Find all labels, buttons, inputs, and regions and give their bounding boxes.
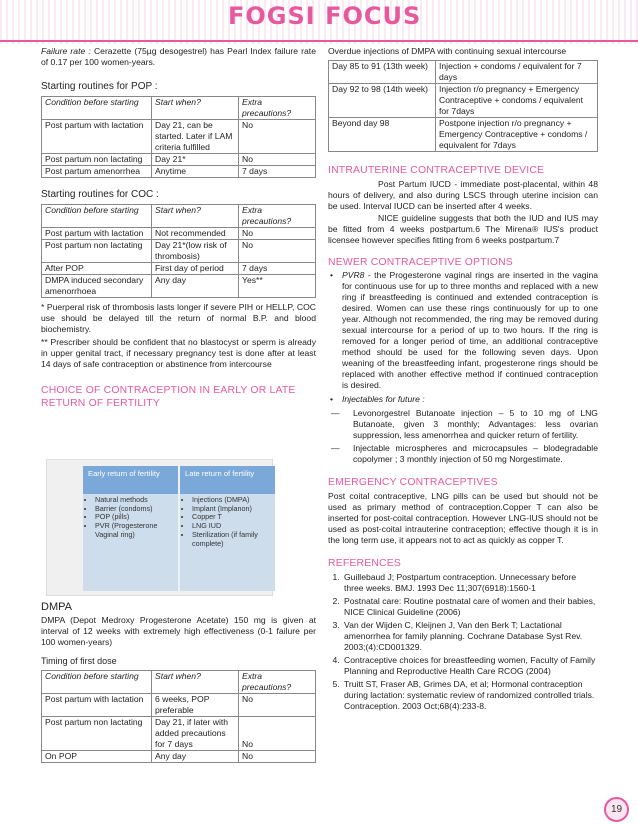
table-row [42, 240, 316, 263]
table-cell: First day of period [152, 263, 239, 275]
table-cell: Yes** [239, 275, 316, 298]
table-cell: Not recommended [152, 228, 239, 240]
table-header-cell: Start when? [152, 97, 239, 120]
table-cell: Injection r/o pregnancy + Emergency Contraceptive + condoms / equivalent for 7days [436, 84, 598, 118]
list-item: — Injectable microspheres and microcapsules – blodegradable copolymer ; 3 monthly injection of 50 mg Norgestimate. [353, 443, 598, 465]
table-row [42, 120, 316, 154]
list-item: 4. Contraceptive choices for breastfeeding women, Faculty of Family Planning and Reproductive Health Care RCOG (2004) [342, 655, 598, 677]
table-row [42, 166, 316, 178]
table-cell: Day 21, can be started. Later if LAM criteria fulfilled [152, 120, 239, 154]
overdue-heading: Overdue injections of DMPA with continuing sexual intercourse [328, 46, 567, 56]
dmpa-heading: DMPA [41, 601, 72, 613]
table-cell: 7 days [239, 166, 316, 178]
table-header-cell: Extra precautions? [239, 671, 316, 694]
footnote-2: ** Prescriber should be confident that no blastocyst or sperm is already in upper genital tract, if necessary pregnancy test is done after at least 14 days of safe contraception or abstinence from intercourse [41, 337, 316, 369]
table-cell: Beyond day 98 [329, 118, 436, 152]
table-cell: Post partum non lactating [42, 717, 152, 751]
timing-heading: Timing of first dose [41, 656, 117, 666]
list-item: • LNG IUD [192, 522, 275, 531]
table-cell: Injection + condoms / equivalent for 7 days [436, 61, 598, 84]
table-cell: Post partum non lactating [42, 154, 152, 166]
table-cell: Postpone injection r/o pregnancy + Emergency Contraceptive + condoms / equivalent for 7days [436, 118, 598, 152]
references-list [328, 572, 598, 712]
list-item: • Implant (Implanon) [192, 505, 275, 514]
references-heading: REFERENCES [328, 558, 402, 569]
list-item: 1. Guillebaud J; Postpartum contraception. Unnecessary before three weeks. BMJ. 1993 Dec 11;307(6918):1560-1 [342, 572, 598, 594]
table-cell: Anytime [152, 166, 239, 178]
pop-table [41, 96, 316, 178]
table-header-row [42, 671, 316, 694]
table-header-cell: Condition before starting [42, 671, 152, 694]
table-cell: No [239, 228, 316, 240]
journal-title: FOGSI FOCUS [228, 2, 422, 30]
table-cell: No [239, 717, 316, 751]
table-cell: No [239, 154, 316, 166]
table-header-cell: Start when? [152, 671, 239, 694]
dmpa-paragraph: DMPA (Depot Medroxy Progesterone Acetate) 150 mg is given at interval of 12 weeks with extremely high effectiveness (0-1 failure per 100 women-years) [41, 615, 316, 647]
table-row [42, 263, 316, 275]
table-cell: On POP [42, 751, 152, 763]
list-item [342, 270, 598, 391]
table-cell: DMPA induced secondary amenorrhoea [42, 275, 152, 298]
table-cell: Post partum amenorrhea [42, 166, 152, 178]
list-item [342, 394, 598, 405]
table-cell: No [239, 120, 316, 154]
table-header-cell: Extra precautions? [239, 205, 316, 228]
table-row [329, 61, 598, 84]
table-header-cell: Start when? [152, 205, 239, 228]
table-cell: Day 21, if later with added precautions for 7 days [152, 717, 239, 751]
choice-heading: CHOICE OF CONTRACEPTION IN EARLY OR LATE RETURN OF FERTILITY [41, 385, 296, 409]
late-return-title: Late return of fertility [180, 466, 275, 494]
newer-options-heading: NEWER CONTRACEPTIVE OPTIONS [328, 257, 513, 268]
injectables-list [328, 408, 598, 465]
iucd-heading: INTRAUTERINE CONTRACEPTIVE DEVICE [328, 165, 545, 176]
table-row [42, 154, 316, 166]
table-row [42, 694, 316, 717]
late-return-list [184, 496, 275, 548]
failure-rate-paragraph [41, 46, 316, 68]
table-cell: No [239, 751, 316, 763]
iucd-paragraph-1: Post Partum IUCD - immediate post-placental, within 48 hours of delivery, and also during LSCS through uterine incision can be used. Interval IUCD can be inserted after 4 weeks. [328, 179, 598, 211]
table-header-cell: Condition before starting [42, 205, 152, 228]
table-cell: No [239, 694, 316, 717]
table-cell: Post partum non lactating [42, 240, 152, 263]
list-item: • Sterilization (if family complete) [192, 531, 275, 548]
list-item: • POP (pills) [95, 513, 178, 522]
table-row [329, 84, 598, 118]
header-rule [0, 40, 638, 42]
header-band [0, 0, 638, 44]
dmpa-timing-table [41, 670, 316, 763]
overdue-table [328, 60, 598, 152]
table-cell: Day 21*(low risk of thrombosis) [152, 240, 239, 263]
table-cell: After POP [42, 263, 152, 275]
failure-rate-label: Failure rate : [41, 46, 91, 56]
table-cell: Day 21* [152, 154, 239, 166]
table-cell: Post partum with lactation [42, 120, 152, 154]
pvr-label: PVR8 [342, 270, 365, 280]
table-row [329, 118, 598, 152]
table-cell: Any day [152, 751, 239, 763]
table-header-row [42, 205, 316, 228]
iucd-paragraph-2: NICE guideline suggests that both the IUD and IUS may be fitted from 4 weeks postpartum.6 The Mirena® IUS's product licensee however specifies fitting from 6 weeks postpartum.7 [328, 213, 598, 245]
pvr-text: - the Progesterone vaginal rings are inserted in the vagina for continuous use for up to three months and replaced with a new ring if breastfeeding is continued and extended contraception is desired. Women can use these rings continuously for up to one year. Although not recommended, the ring may be removed during sexual intercourse for a period of up to two hours. If the ring is removed for a longer period of time, an additional contraceptive method should be used for the following seven days. Upon weaning of the breastfeeding infant, progesterone rings should be replaced with another effective method if continued contraception is desired. [342, 270, 598, 390]
table-row [42, 275, 316, 298]
early-return-box [83, 466, 178, 591]
list-item: 2. Postnatal care: Routine postnatal care of women and their babies, NICE Clinical Guideline (2006) [342, 596, 598, 618]
table-cell: Day 92 to 98 (14th week) [329, 84, 436, 118]
table-cell: No [239, 240, 316, 263]
list-item: 3. Van der Wijden C, Kleijnen J, Van den Berk T; Lactational amenorrhea for family planning. Cochrane Database Syst Rev. 2003;(4):CD001329. [342, 620, 598, 653]
list-item: • Injections (DMPA) [192, 496, 275, 505]
table-cell: Post partum with lactation [42, 228, 152, 240]
newer-options-list [328, 270, 598, 405]
table-row [42, 228, 316, 240]
fertility-return-figure [46, 459, 273, 596]
injectables-label: Injectables for future : [342, 394, 425, 404]
table-cell: 7 days [239, 263, 316, 275]
right-column [328, 46, 598, 714]
dmpa-section [41, 601, 316, 763]
early-return-title: Early return of fertility [83, 466, 178, 494]
emergency-heading: EMERGENCY CONTRACEPTIVES [328, 477, 498, 488]
list-item: • PVR (Progesterone Vaginal ring) [95, 522, 178, 539]
page-number: 19 [604, 797, 629, 822]
pop-heading: Starting routines for POP : [41, 81, 158, 92]
list-item: • Natural methods [95, 496, 178, 505]
emergency-paragraph: Post coital contraceptive, LNG pills can be used but should not be used as primary method of contraception.Copper T can also be inserted for post-coital contraception. However LNG-IUS should not be used as post-coital intrauterine contraception; effective though it is in the long term use, it appears not to act as quickly as copper T. [328, 491, 598, 545]
table-row [42, 751, 316, 763]
footnote-1: * Puerperal risk of thrombosis lasts longer if severe PIH or HELLP, COC use should be delayed till the return of normal B.P. and blood biochemistry. [41, 302, 316, 334]
failure-rate-text: Cerazette (75µg desogestrel) has Pearl Index failure rate of 0.17 per 100 women-years. [41, 46, 316, 67]
table-cell: Day 85 to 91 (13th week) [329, 61, 436, 84]
list-item: — Levonorgestrel Butanoate injection – 5 to 10 mg of LNG Butanoate, given 3 monthly; Advantages: less ovarian suppression, less amenorrhea and quicker return of fertility. [353, 408, 598, 441]
coc-table [41, 204, 316, 298]
table-row [42, 717, 316, 751]
table-cell: Post partum with lactation [42, 694, 152, 717]
early-return-list [87, 496, 178, 540]
coc-heading: Starting routines for COC : [41, 189, 159, 200]
table-header-cell: Extra precautions? [239, 97, 316, 120]
table-header-row [42, 97, 316, 120]
table-header-cell: Condition before starting [42, 97, 152, 120]
table-cell: Any day [152, 275, 239, 298]
list-item: • Barrier (condoms) [95, 505, 178, 514]
table-cell: 6 weeks, POP preferable [152, 694, 239, 717]
list-item: • Copper T [192, 513, 275, 522]
left-column [41, 46, 316, 410]
late-return-box [180, 466, 275, 591]
list-item: 5. Truitt ST, Fraser AB, Grimes DA, et al; Hormonal contraception during lactation: systematic review of randomized controlled trials. Contraception. 2003 Oct;68(4):233-8. [342, 679, 598, 712]
